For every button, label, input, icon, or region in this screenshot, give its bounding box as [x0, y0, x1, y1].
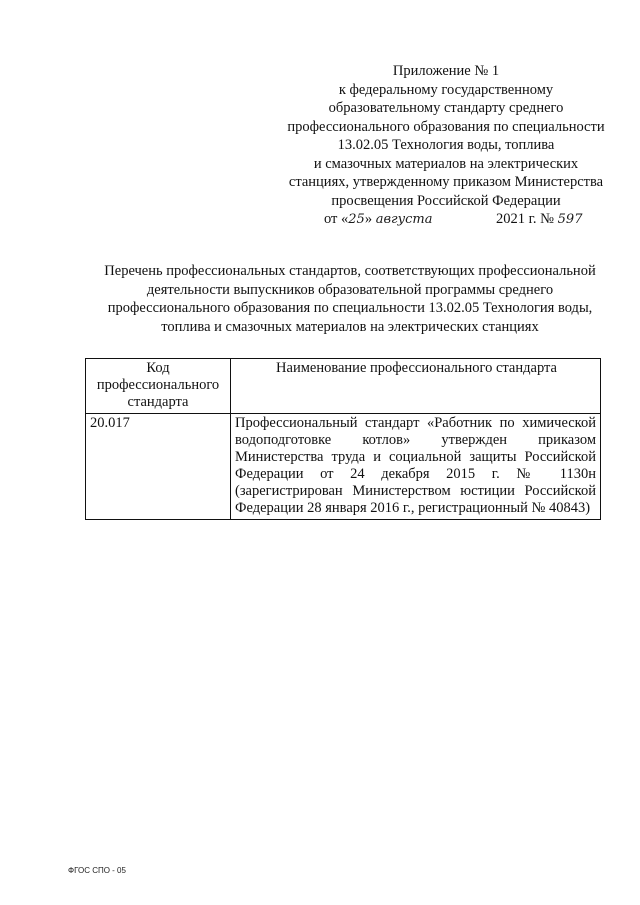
table-row	[86, 414, 601, 520]
heading-line: деятельности выпускников образовательной программы среднего	[146, 281, 554, 298]
header-code: Код профессионального стандарта	[86, 359, 231, 414]
heading-line: Перечень профессиональных стандартов, соответствующих профессиональной	[104, 263, 596, 279]
appendix-line: станциях, утвержденному приказом Министерства	[288, 174, 604, 190]
table-header-row	[86, 359, 601, 414]
heading-line: профессионального образования по специальности 13.02.05 Технология воды,	[107, 300, 593, 316]
appendix-line: образовательному стандарту среднего	[328, 100, 564, 116]
date-day-handwritten: 25	[348, 212, 365, 227]
order-number-handwritten: 597	[557, 212, 583, 227]
date-prefix: от «	[324, 211, 349, 227]
standards-table	[85, 358, 601, 520]
appendix-line: 13.02.05 Технология воды, топлива	[337, 137, 555, 153]
footer-label: ФГОС СПО - 05	[68, 866, 126, 875]
appendix-line: просвещения Российской Федерации	[331, 192, 561, 209]
date-mid: »	[364, 211, 376, 227]
appendix-block	[270, 62, 622, 229]
appendix-title: Приложение № 1	[392, 63, 500, 79]
order-date-line	[270, 210, 622, 229]
cell-name: Профессиональный стандарт «Работник по химической водоподготовке котлов» утвержден приказом Министерства труда и социальной защиты Российской Федерации от 24 декабря 2015 г. № 1130н (зарегистрирован Министерством юстиции Российской Федерации 28 января 2016 г., регистрационный № 40843)	[231, 414, 601, 520]
appendix-line: к федеральному государственному	[338, 81, 554, 98]
date-month-handwritten: августа	[375, 212, 433, 227]
document-heading	[80, 262, 620, 336]
order-date	[324, 210, 433, 230]
appendix-line: профессионального образования по специальности	[287, 118, 605, 135]
appendix-line: и смазочных материалов на электрических	[313, 155, 579, 172]
date-year: 2021 г. №	[496, 211, 555, 227]
header-name: Наименование профессионального стандарта	[231, 359, 601, 414]
cell-code: 20.017	[86, 414, 231, 520]
order-number	[496, 210, 582, 230]
heading-line: топлива и смазочных материалов на электрических станциях	[161, 318, 539, 335]
